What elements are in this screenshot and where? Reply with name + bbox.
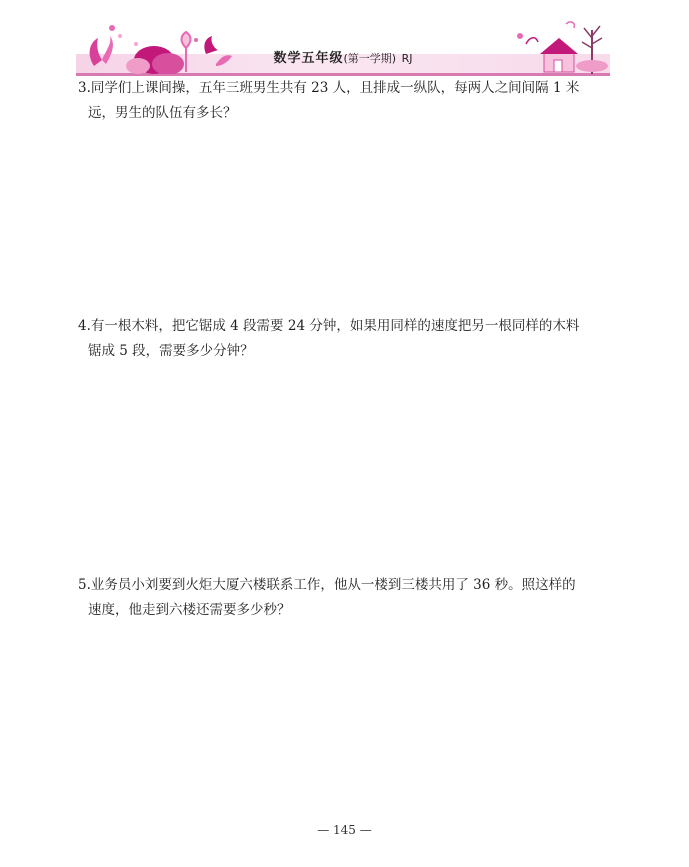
book-title: 数学五年级 bbox=[273, 51, 344, 66]
page-header bbox=[76, 14, 610, 74]
question-text-line1: 业务员小刘要到火炬大厦六楼联系工作，他从一楼到三楼共用了 36 秒。照这样的 bbox=[90, 577, 576, 593]
question-number: 5. bbox=[78, 577, 91, 593]
edition-label: RJ bbox=[401, 52, 413, 65]
decorative-house-tree-icon bbox=[506, 14, 610, 74]
question-text-line2: 锯成 5 段，需要多少分钟？ bbox=[88, 343, 254, 359]
question-4 bbox=[78, 314, 613, 364]
question-text-line1: 同学们上课间操，五年三班男生共有 23 人，且排成一纵队，每两人之间间隔 1 米 bbox=[90, 80, 580, 96]
page-number: — 145 — bbox=[317, 823, 372, 837]
question-text-line2: 速度，他走到六楼还需要多少秒？ bbox=[88, 602, 291, 618]
question-text-line1: 有一根木料，把它锯成 4 段需要 24 分钟，如果用同样的速度把另一根同样的木料 bbox=[90, 318, 580, 334]
question-5 bbox=[78, 573, 613, 623]
semester-label: (第一学期) bbox=[343, 52, 397, 65]
question-3 bbox=[78, 76, 613, 126]
question-text-line2: 远，男生的队伍有多长？ bbox=[88, 105, 237, 121]
question-number: 4. bbox=[78, 318, 91, 334]
question-number: 3. bbox=[78, 80, 91, 96]
